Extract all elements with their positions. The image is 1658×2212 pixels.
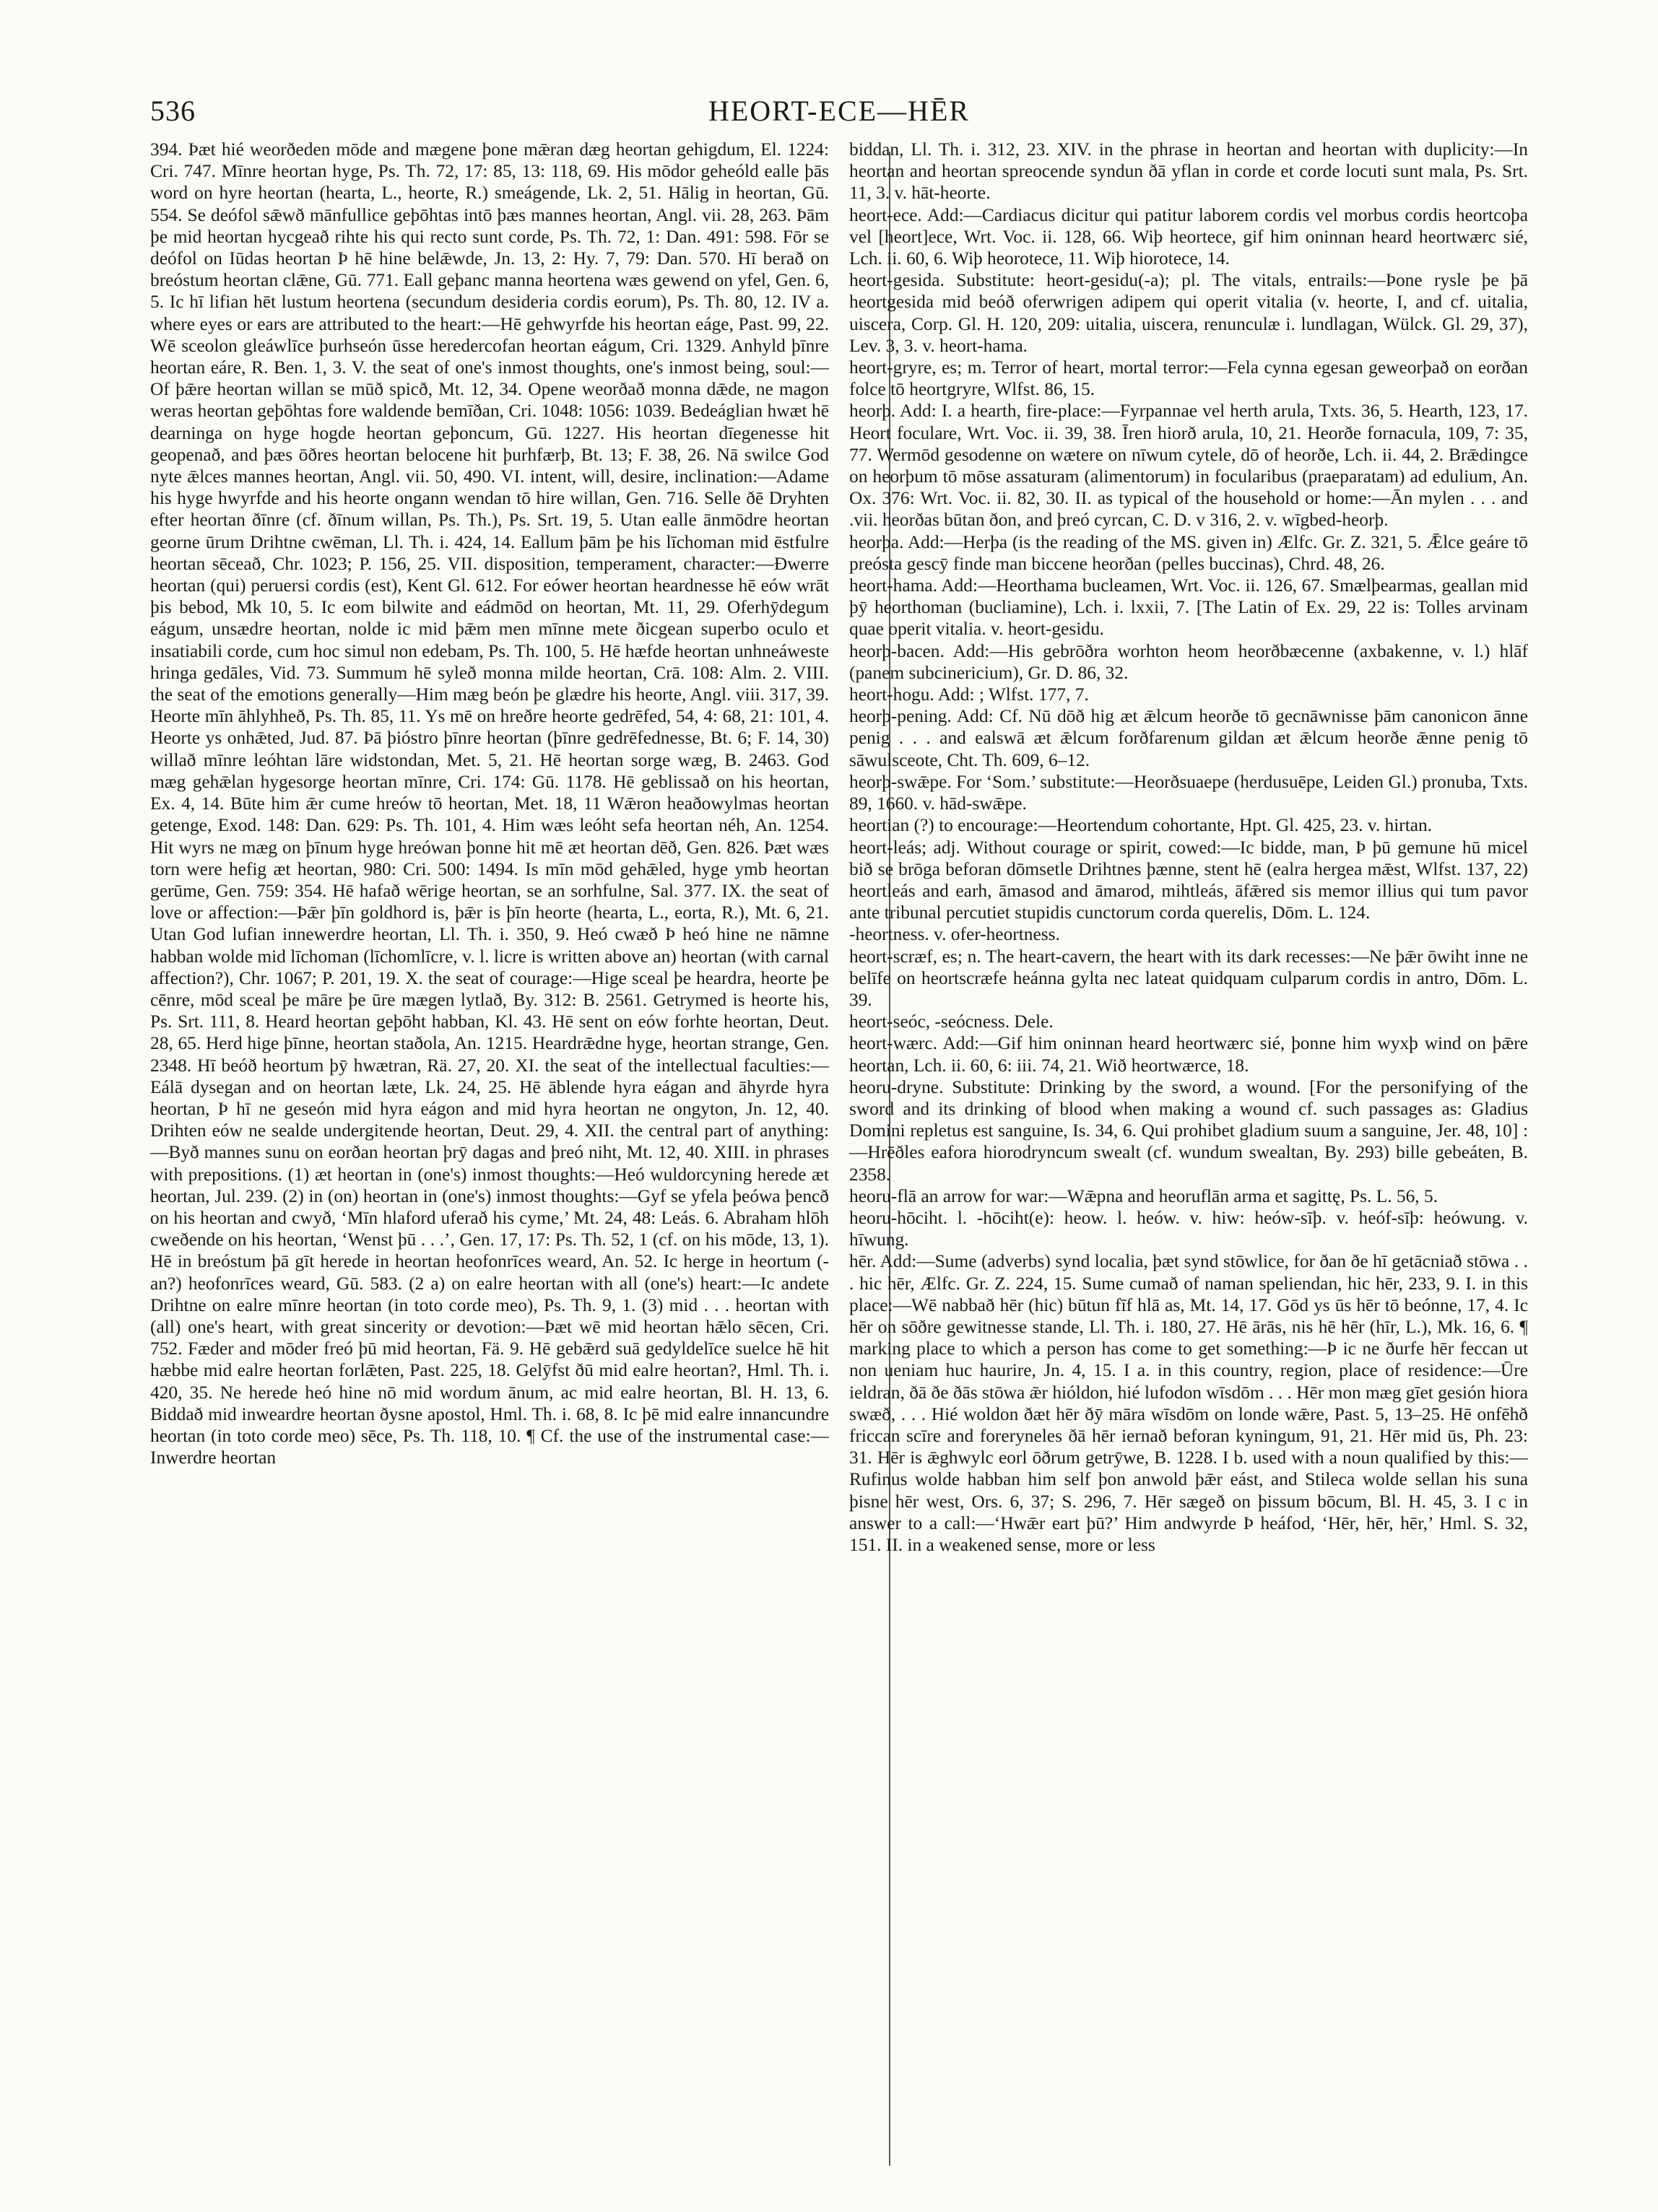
text-columns — [150, 139, 1528, 2174]
page-number: 536 — [150, 95, 196, 127]
entry-heortness: -heortness. v. ofer-heortness. — [849, 924, 1060, 945]
entry-heort-hogu: heort-hogu. Add: ; Wlfst. 177, 7. — [849, 684, 1089, 705]
entry-heortha: heorþa. Add:—Herþa (is the reading of the MS. given in) Ælfc. Gr. Z. 321, 5. Ǣlce geáre tō preósta gescȳ finde man biccene heorðan (pelles buccinas), Chrd. 48, 26. — [849, 531, 1528, 574]
entry-heort-hama: heort-hama. Add:—Heorthama bucleamen, Wrt. Voc. ii. 126, 67. Smælþearmas, geallan mid þȳ heorthoman (bucliamine), Lch. i. lxxii, 7. [The Latin of Ex. 29, 22 is: Tolles arvinam quae operit vitalia. v. heort-gesidu. — [849, 575, 1528, 640]
page-header — [150, 94, 1528, 144]
running-head: HEORT-ECE—HĒR — [708, 95, 971, 127]
entry-heort-scraef: heort-scræf, es; n. The heart-cavern, the heart with its dark recesses:—Ne þǣr ōwiht inne ne belīfe on heortscræfe heánna gylta nec lateat quidquam culparum cordis in antro, Dōm. L. 39. — [849, 946, 1528, 1010]
entry-heoru-dryne: heoru-dryne. Substitute: Drinking by the sword, a wound. [For the personifying of the sword and its drinking of blood when making a wound cf. such passages as: Gladius Domini repletus est sanguine, Is. 34, 6. Qui prohibet gladium suum a sanguine, Jer. 48, 10] :—Hrēðles eafora hiorodryncum swealt (cf. wundum swealtan, By. 293) bille gebeáten, B. 2358. — [849, 1076, 1528, 1185]
entry-heorth-swaepe: heorþ-swǣpe. For ‘Som.’ substitute:—Heorðsuaepe (herdusuēpe, Leiden Gl.) pronuba, Txts. 89, 1660. v. hād-swǣpe. — [849, 771, 1528, 814]
entry-heoru-hociht: heoru-hōciht. l. -hōciht(e): heow. l. heów. v. hiw: heów-sīþ. v. heóf-sīþ: heówung. v. hīwung. — [849, 1207, 1528, 1250]
left-column — [150, 139, 829, 2174]
entry-heoru-fla: heoru-flā an arrow for war:—Wǣpna and heoruflān arma et sagittę, Ps. L. 56, 5. — [849, 1185, 1438, 1206]
entry-her: hēr. Add:—Sume (adverbs) synd localia, þæt synd stōwlice, for ðan ðe hī getācniað stōwa . . . hic hēr, Ælfc. Gr. Z. 224, 15. Sume cumað of naman speliendan, hic hēr, 233, 9. I. in this place:—Wē nabbað hēr (hic) būtun fīf hlā as, Mt. 14, 17. Gōd ys ūs hēr tō beónne, 17, 4. Ic hēr on sōðre gewitnesse stande, Ll. Th. i. 180, 27. Hē ārās, nis hē hēr (hīr, L.), Mk. 16, 6. ¶ marking place to which a person has come to get something:—Þ ic ne ðurfe hēr feccan ut non ueniam huc haurire, Jn. 4, 15. I a. in this country, region, place of residence:—Ūre ieldran, ðā ðe ðās stōwa ǣr hióldon, hié lufodon wīsdōm . . . Hēr mon mæg gīet gesión hiora swæð, . . . Hié woldon ðæt hēr ðȳ māra wīsdōm on londe wǣre, Past. 5, 13–25. Hē onfēhð friccan scīre and foreryneles ðā hēr iernað beforan kyningum, 91, 21. Hēr mid ūs, Ph. 23: 31. Hēr is ǣghwylc eorl ōðrum getrȳwe, B. 1228. I b. used with a noun qualified by this:—Rufinus wolde habban him self þon anwold þǣr eást, and Stileca wolde sellan his suna þisne hēr west, Ors. 6, 37; S. 296, 7. Hēr sægeð on þissum bōcum, Bl. H. 45, 3. I c in answer to a call:—‘Hwǣr eart þū?’ Him andwyrde Þ heáfod, ‘Hēr, hēr, hēr,’ Hml. S. 32, 151. II. in a weakened sense, more or less — [849, 1251, 1528, 1555]
entry-heort-gesida: heort-gesida. Substitute: heort-gesidu(-a); pl. The vitals, entrails:—Þone rysle þe þā heortgesida mid beóð oferwrigen adipem qui operit vitalia (v. heorte, I, and cf. uitalia, uiscera, Corp. Gl. H. 120, 209: uitalia, uiscera, renunculæ i. lundlagan, Wülck. Gl. 29, 37), Lev. 3, 3. v. heort-hama. — [849, 270, 1528, 356]
entry-heorth-pening: heorþ-pening. Add: Cf. Nū dōð hig æt ǣlcum heorðe tō gecnāwnisse þām canonicon ānne penig . . . and ealswā æt ǣlcum forðfarenum gildan æt ǣlcum heorðe ǣnne penig tō sāwulsceote, Cht. Th. 609, 6–12. — [849, 706, 1528, 770]
entry-heort-gryre: heort-gryre, es; m. Terror of heart, mortal terror:—Fela cynna egesan geweorþað on eorðan folce tō heortgryre, Wlfst. 86, 15. — [849, 357, 1528, 400]
entry-continuation: biddan, Ll. Th. i. 312, 23. XIV. in the phrase in heortan and heortan with duplicity:—In heortan and heortan spreocende syndun ðā yflan in corde et corde locuti sunt mala, Ps. Srt. 11, 3. v. hāt-heorte. — [849, 139, 1528, 204]
right-column — [849, 139, 1528, 2174]
entry-heorth-bacen: heorþ-bacen. Add:—His gebrōðra worhton heom heorðbæcenne (axbakenne, v. l.) hlāf (panem subcinericium), Gr. D. 86, 32. — [849, 640, 1528, 683]
entry-heort-leas: heort-leás; adj. Without courage or spirit, cowed:—Ic bidde, man, Þ þū gemune hū micel bið se brōga beforan dōmsetle Drihtnes þænne, stent hē (ealra hergea mǣst, Wlfst. 137, 22) heortleás and earh, āmasod and āmarod, mihtleás, āfǣred sis memor illius qui tum pavor ante tribunal percutiet stupidis cunctorum corda querelis, Dōm. L. 124. — [849, 837, 1528, 923]
left-column-text: 394. Þæt hié weorðeden mōde and mægene þone mǣran dæg heortan gehigdum, El. 1224: Cri. 747. Mīnre heortan hyge, Ps. Th. 72, 17: 85, 13: 118, 69. His mōdor geheóld ealle þās word on hyre heortan (hearta, L., heorte, R.) smeágende, Lk. 2, 51. Hālig in heortan, Gū. 554. Se deófol sǣwð mānfullice geþōhtas intō þæs mannes heortan, Angl. vii. 28, 263. Þām þe mid heortan hycgeað rihte his qui recto sunt corde, Ps. Th. 72, 1: Dan. 491: 598. Fōr se deófol on Iūdas heortan Þ hē hine belǣwde, Jn. 13, 2: Hy. 7, 79: Dan. 570. Hī berað on breóstum heortan clǣne, Gū. 771. Eall geþanc manna heortena wæs gewend on yfel, Gen. 6, 5. Ic hī lifian hēt lustum heortena (secundum desideria cordis eorum), Ps. Th. 80, 12. IV a. where eyes or ears are attributed to the heart:—Hē gehwyrfde his heortan eáge, Past. 99, 22. Wē sceolon gleáwlīce þurhseón ūsse heredercofan heortan eágum, Cri. 1329. Anhyld þīnre heortan eáre, R. Ben. 1, 3. V. the seat of one's inmost thoughts, one's inmost being, soul:—Of þǣre heortan willan se mūð spicð, Mt. 12, 34. Opene weorðað monna dǣde, ne magon weras heortan geþōhtas fore waldende bemīðan, Cri. 1048: 1056: 1039. Bedeáglian hwæt hē dearninga on hyge hogde heortan geþoncum, Gū. 1227. His heortan dīegenesse hit geopenað, and þæs ōðres heortan belocene hit þurhfærþ, Bt. 13; F. 38, 26. Nā swilce God nyte ǣlces mannes heortan, Angl. vii. 50, 490. VI. intent, will, desire, inclination:—Adame his hyge hwyrfde and his heorte ongann wendan tō hire willan, Gen. 716. Selle ðē Dryhten efter heortan ðīnre (cf. ðīnum willan, Ps. Th.), Ps. Srt. 19, 5. Utan ealle ānmōdre heortan geornе ūrum Drihtne cwēman, Ll. Th. i. 424, 14. Eallum þām þe his līchoman mid ēstfulre heortan sēceað, Chr. 1023; P. 156, 25. VII. disposition, temperament, character:—Ðwerre heortan (qui) peruersi cordis (est), Kent Gl. 612. For eówer heortan heardnesse hē eów wrāt þis bebod, Mk 10, 5. Ic eom bilwite and eádmōd on heortan, Mt. 11, 29. Oferhȳdegum eágum, unsædre heortan, nolde ic mid þǣm men mīnne mete ðicgean superbo oculo et insatiabili corde, cum hoc simul non edebam, Ps. Th. 100, 5. Hē hæfde heortan unhneáweste hringa gedāles, Vid. 73. Summum hē syleð monna milde heortan, Crā. 108: Alm. 2. VIII. the seat of the emotions generally—Him mæg beón þe glædre his heorte, Angl. viii. 317, 39. Heorte mīn āhlyhheð, Ps. Th. 85, 11. Ys mē on hreðre heorte gedrēfed, 54, 4: 68, 21: 101, 4. Heorte ys onhǣted, Jud. 87. Þā þióstro þīnre heortan (þīnre gedrēfednesse, Bt. 6; F. 14, 30) willað mīnre leóhtan lāre widstondan, Met. 5, 21. Hē heortan sorge wæg, B. 2463. God mæg gehǣlan hygesorge heortan mīnre, Cri. 174: Gū. 1178. Hē geblissað on his heortan, Ex. 4, 14. Būte him ǣr cume hreów tō heortan, Met. 18, 11 Wǣron heaðowylmas heortan getenge, Exod. 148: Dan. 629: Ps. Th. 101, 4. Him wæs leóht sefa heortan néh, An. 1254. Hit wyrs ne mæg on þīnum hyge hreówan þonne hit mē æt heortan dēð, Gen. 826. Þæt wæs torn were hefig æt heortan, 980: Cri. 500: 1494. Is mīn mōd gehǣled, hyge ymb heortan gerūme, Gen. 759: 354. Hē hafað wērige heortan, se an sorhfulne, Sal. 377. IX. the seat of love or affection:—Þǣr þīn goldhord is, þǣr is þīn heorte (hearta, L., eorta, R.), Mt. 6, 21. Utan God lufian innewerdre heortan, Ll. Th. i. 350, 9. Heó cwæð Þ heó hine ne nāmne habban wolde mid līchoman (līchomlīcre, v. l. licre is written above an) heortan (with carnal affection?), Chr. 1067; P. 201, 19. X. the seat of courage:—Hige sceal þe heardra, heorte þe cēnre, mōd sceal þe māre þe ūre mægen lytlað, By. 312: B. 2561. Getrymed is heorte his, Ps. Srt. 111, 8. Heard heortan geþōht habban, Kl. 43. Hē sent on eów forhte heortan, Deut. 28, 65. Herd hige þīnne, heortan staðola, An. 1215. Heardrǣdne hyge, heortan strange, Gen. 2348. Hī beóð heortum þȳ hwætran, Rä. 27, 20. XI. the seat of the intellectual faculties:—Eálā dysegan and on heortan læte, Lk. 24, 25. Hē āblende hyra eágan and āhyrde hyra heortan, Þ hī ne geseón mid hyra eágon and mid hyra heortan ne ongyton, Jn. 12, 40. Drihten eów ne sealde undergitende heortan, Deut. 29, 4. XII. the central part of anything:—Byð mannes sunu on eorðan heortan þrȳ dagas and þreó niht, Mt. 12, 40. XIII. in phrases with prepositions. (1) æt heortan in (one's) inmost thoughts:—Heó wuldorcyning herede æt heortan, Jul. 239. (2) in (on) heortan in (one's) inmost thoughts:—Gyf se yfela þeówa þencð on his heortan and cwyð, ‘Mīn hlaford uferað his cyme,’ Mt. 24, 48: Leás. 6. Abraham hlōh cweðende on his heortan, ‘Wenst þū . . .’, Gen. 17, 17: Ps. Th. 52, 1 (cf. on his mōde, 13, 1). Hē in breóstum þā gīt herede in heortan heofonrīces weard, An. 52. Ic herge in heortum (-an?) heofonrīces weard, Gū. 583. (2 a) on ealre heortan with all (one's) heart:—Ic andete Drihtne on ealre mīnre heortan (in toto corde meo), Ps. Th. 9, 1. (3) mid . . . heortan with (all) one's heart, with great sincerity or devotion:—Þæt wē mid heortan hǣlo sēcen, Cri. 752. Fæder and mōder freó þū mid heortan, Fä. 9. Hē gebǣrd suā gedyldelīce suelce hē hit hæbbe mid ealre heortan forlǣten, Past. 225, 18. Gelȳfst ðū mid ealre heortan?, Hml. Th. i. 420, 35. Ne herede heó hine nō mid wordum ānum, ac mid ealre heortan, Bl. H. 13, 6. Biddað mid inweardre heortan ðysne apostol, Hml. Th. i. 68, 8. Ic þē mid ealre innancundre heortan (in toto corde meo) sēce, Ps. Th. 118, 10. ¶ Cf. the use of the instrumental case:—Inwerdre heortan — [150, 139, 829, 1468]
entry-heorth: heorþ. Add: I. a hearth, fire-place:—Fyrpannae vel herth arula, Txts. 36, 5. Hearth, 123, 17. Heort foculare, Wrt. Voc. ii. 39, 38. Īren hiorð arula, 10, 21. Heorðe fornacula, 109, 7: 35, 77. Wermōd gesodenne on wætere on nīwum cytele, dō of heorðe, Lch. ii. 44, 2. Brǣdingce on heorþum tō mōse assaturam (alimentorum) in focularibus (praeparatam) ad edulium, An. Ox. 376: Wrt. Voc. ii. 82, 30. II. as typical of the household or home:—Ān mylen . . . and .vii. heorðas būtan ðon, and þreó cyrcan, C. D. v 316, 2. v. wīgbed-heorþ. — [849, 401, 1528, 531]
entry-heort-ece: heort-ece. Add:—Cardiacus dicitur qui patitur laborem cordis vel morbus cordis heortcoþa vel [heort]ece, Wrt. Voc. ii. 128, 66. Wiþ heortece, gif him oninnan heard heortwærc sié, Lch. ii. 60, 6. Wiþ heorotece, 11. Wiþ hiorotece, 14. — [849, 204, 1528, 269]
entry-heort-waerc: heort-wærc. Add:—Gif him oninnan heard heortwærc sié, þonne him wyxþ wind on þǣre heortan, Lch. ii. 60, 6: iii. 74, 21. Wið heortwærce, 18. — [849, 1033, 1528, 1076]
entry-heort-seoc: heort-seóc, -seócness. Dele. — [849, 1011, 1054, 1032]
entry-heortian: heortian (?) to encourage:—Heortendum cohortante, Hpt. Gl. 425, 23. v. hirtan. — [849, 815, 1433, 836]
